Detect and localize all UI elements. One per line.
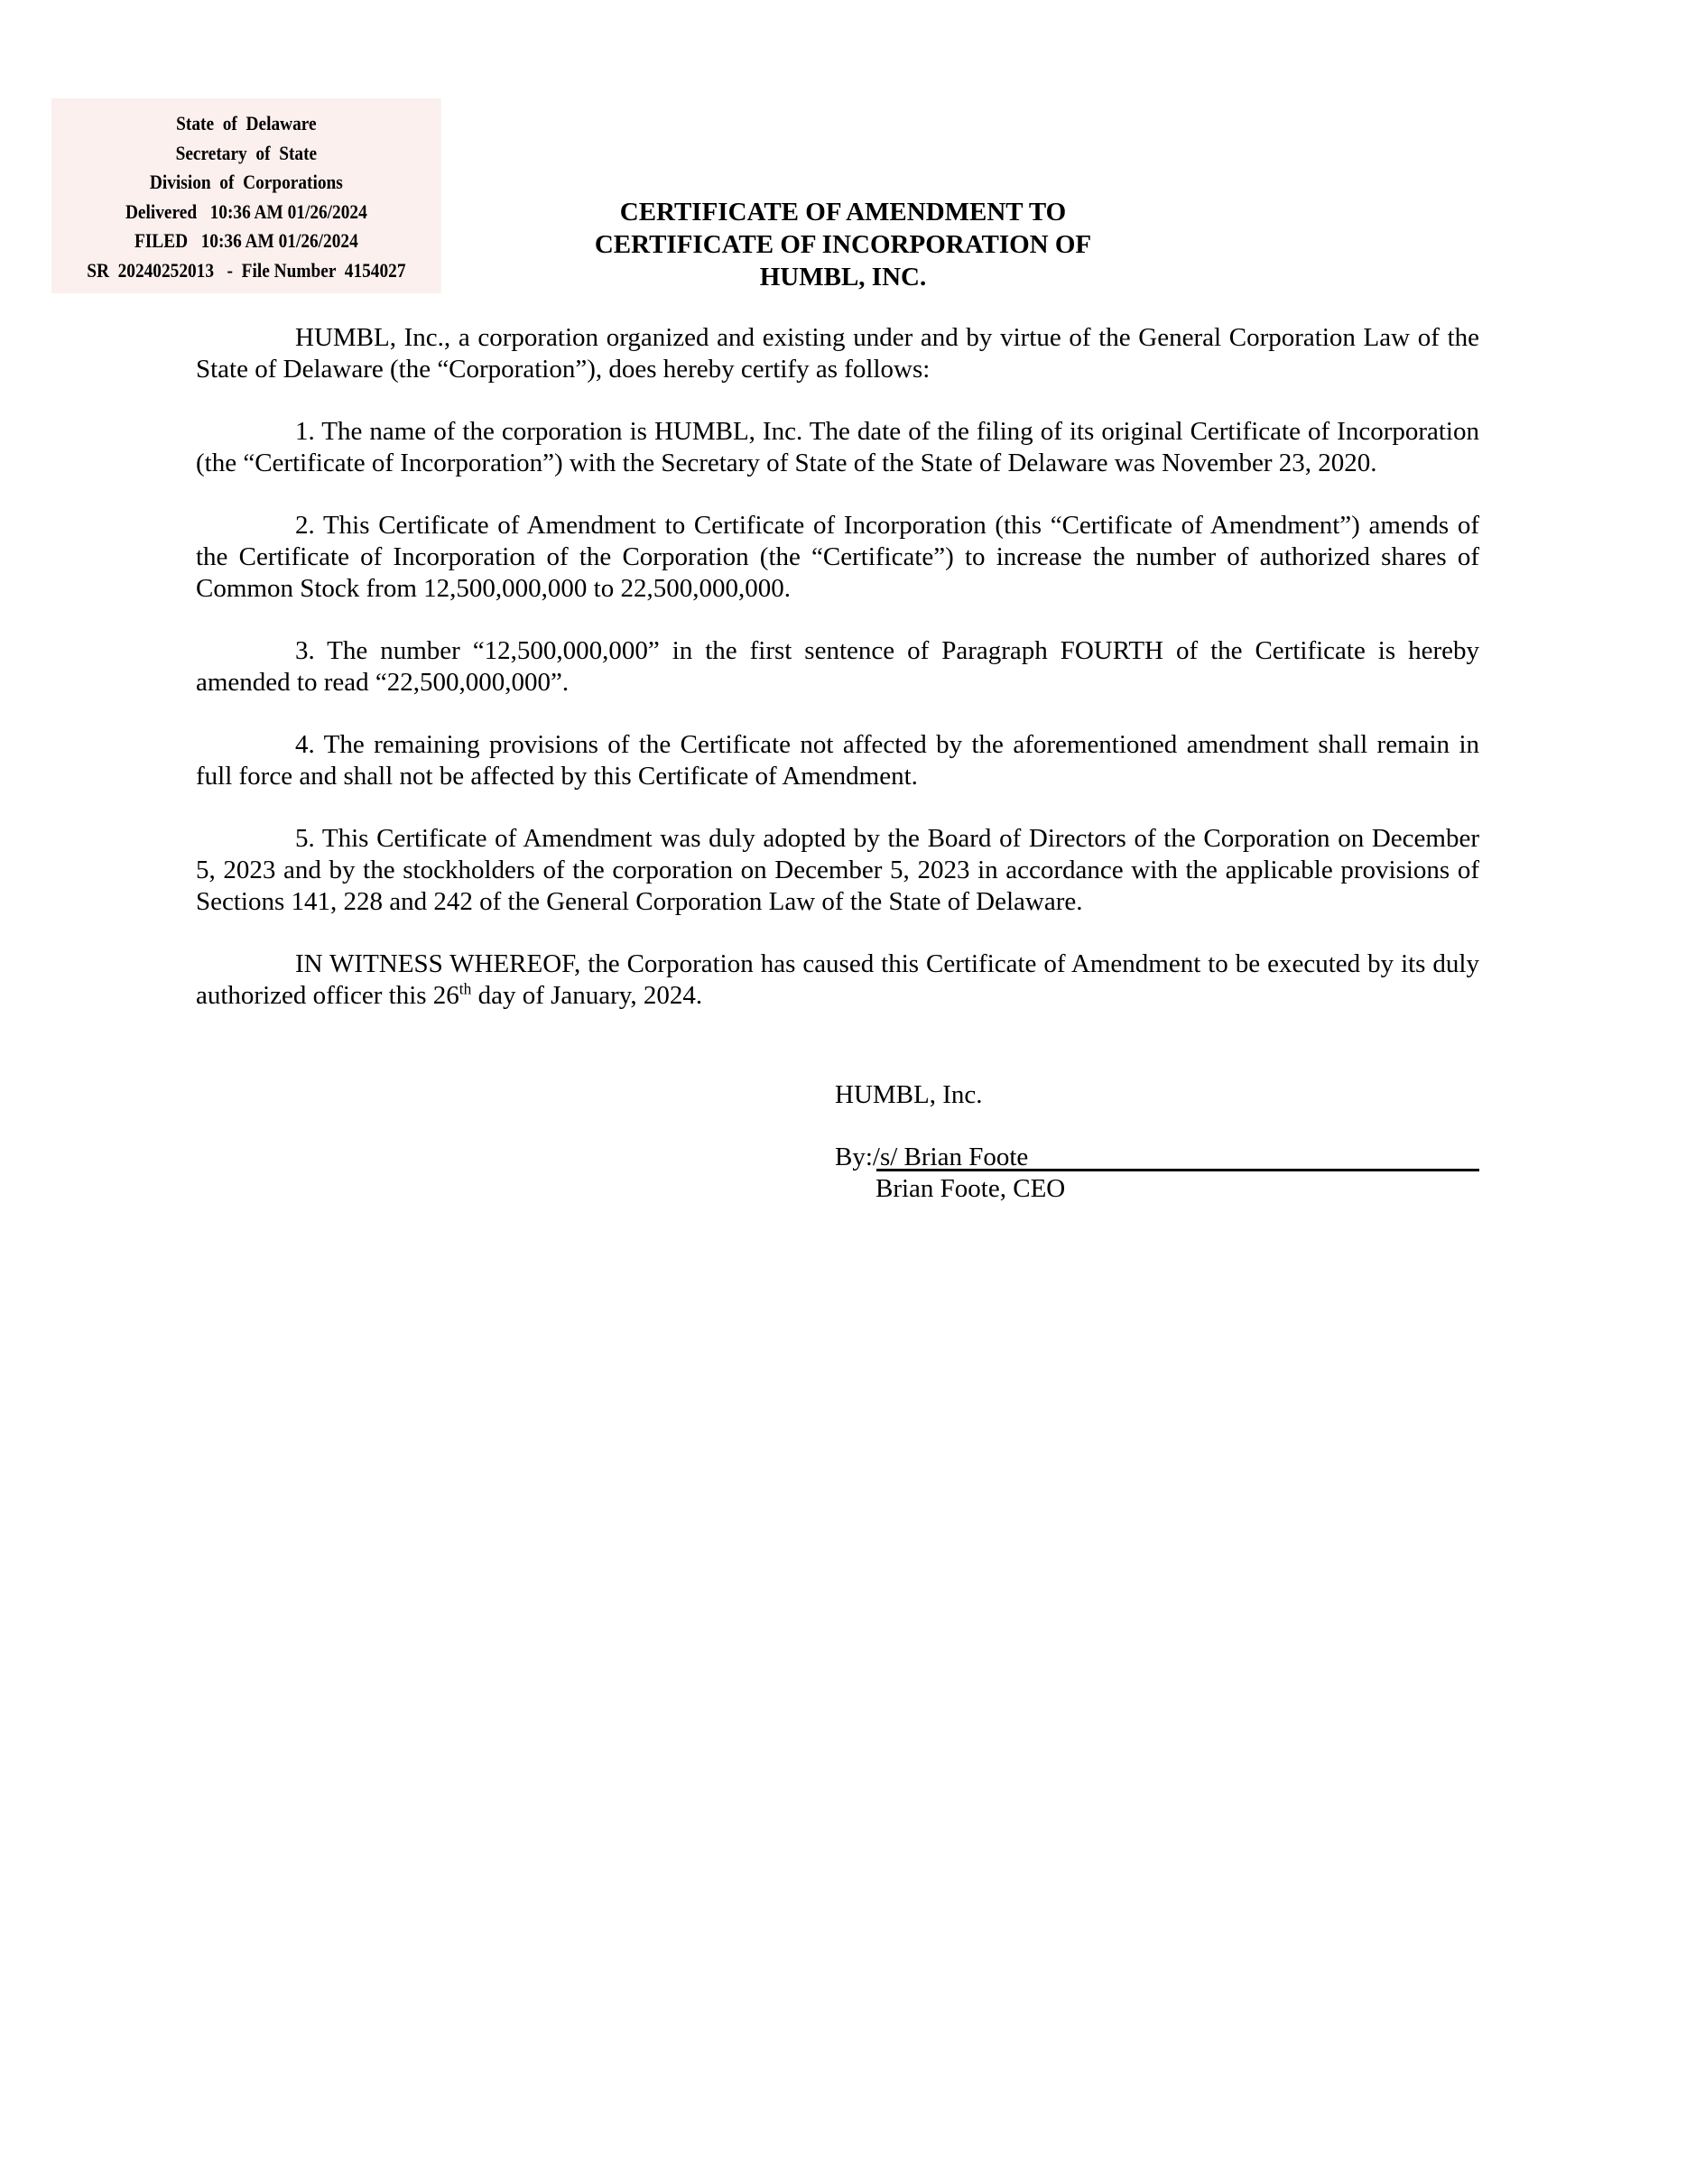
witness-paragraph [196, 949, 1479, 1012]
signature-by-label: By: [835, 1143, 873, 1171]
stamp-line: State of Delaware [176, 112, 317, 134]
paragraph-1: 1. The name of the corporation is HUMBL, Inc. The date of the filing of its original Certificate of Incorporation (the “Certificate of Incorporation”) with the Secretary of State of the State of Delaware was November 23, 2020. [196, 417, 1479, 477]
title-line: HUMBL, INC. [759, 263, 927, 292]
signature-signed: /s/ Brian Foote [872, 1143, 1029, 1171]
stamp-line: Delivered 10:36 AM 01/26/2024 [125, 199, 367, 223]
intro-paragraph: HUMBL, Inc., a corporation organized and existing under and by virtue of the General Corporation Law of the State of Delaware (the “Corporation”), does hereby certify as follows: [196, 323, 1479, 384]
signature-company: HUMBL, Inc. [835, 1080, 983, 1109]
signature-by-row [835, 1142, 1479, 1173]
witness-text-end: day of January, 2024. [471, 981, 703, 1010]
signature-name-title: Brian Foote, CEO [875, 1174, 1066, 1203]
paragraph-4: 4. The remaining provisions of the Certificate not affected by the aforementioned amendment shall remain in full force and shall not be affected by this Certificate of Amendment. [196, 730, 1479, 791]
paragraph-2: 2. This Certificate of Amendment to Certificate of Incorporation (this “Certificate of Amendment”) amends of the Certificate of Incorporation of the Corporation (the “Certificate”) to increase the number of authorized shares of Common Stock from 12,500,000,000 to 22,500,000,000. [196, 511, 1479, 603]
signature-block [835, 1079, 1479, 1205]
title-line: CERTIFICATE OF INCORPORATION OF [594, 230, 1092, 259]
document-title [0, 196, 1686, 293]
signature-line [876, 1169, 1479, 1171]
stamp-line: FILED 10:36 AM 01/26/2024 [134, 229, 358, 253]
paragraph-3: 3. The number “12,500,000,000” in the first sentence of Paragraph FOURTH of the Certificate is hereby amended to read “22,500,000,000”. [196, 636, 1479, 697]
stamp-line: Division of Corporations [149, 171, 343, 194]
witness-text: IN WITNESS WHEREOF, the Corporation has caused this Certificate of Amendment to be executed by its duly authorized officer this 26 [196, 949, 1479, 1010]
stamp-line: SR 20240252013 - File Number 4154027 [87, 258, 406, 282]
paragraph-5: 5. This Certificate of Amendment was duly adopted by the Board of Directors of the Corporation on December 5, 2023 and by the stockholders of the corporation on December 5, 2023 in accordance with the applicable provisions of Sections 141, 228 and 242 of the General Corporation Law of the State of Delaware. [196, 824, 1479, 916]
document-body [196, 322, 1479, 1042]
ordinal-suffix: th [459, 979, 472, 998]
title-line: CERTIFICATE OF AMENDMENT TO [619, 198, 1067, 227]
stamp-line: Secretary of State [175, 141, 318, 164]
